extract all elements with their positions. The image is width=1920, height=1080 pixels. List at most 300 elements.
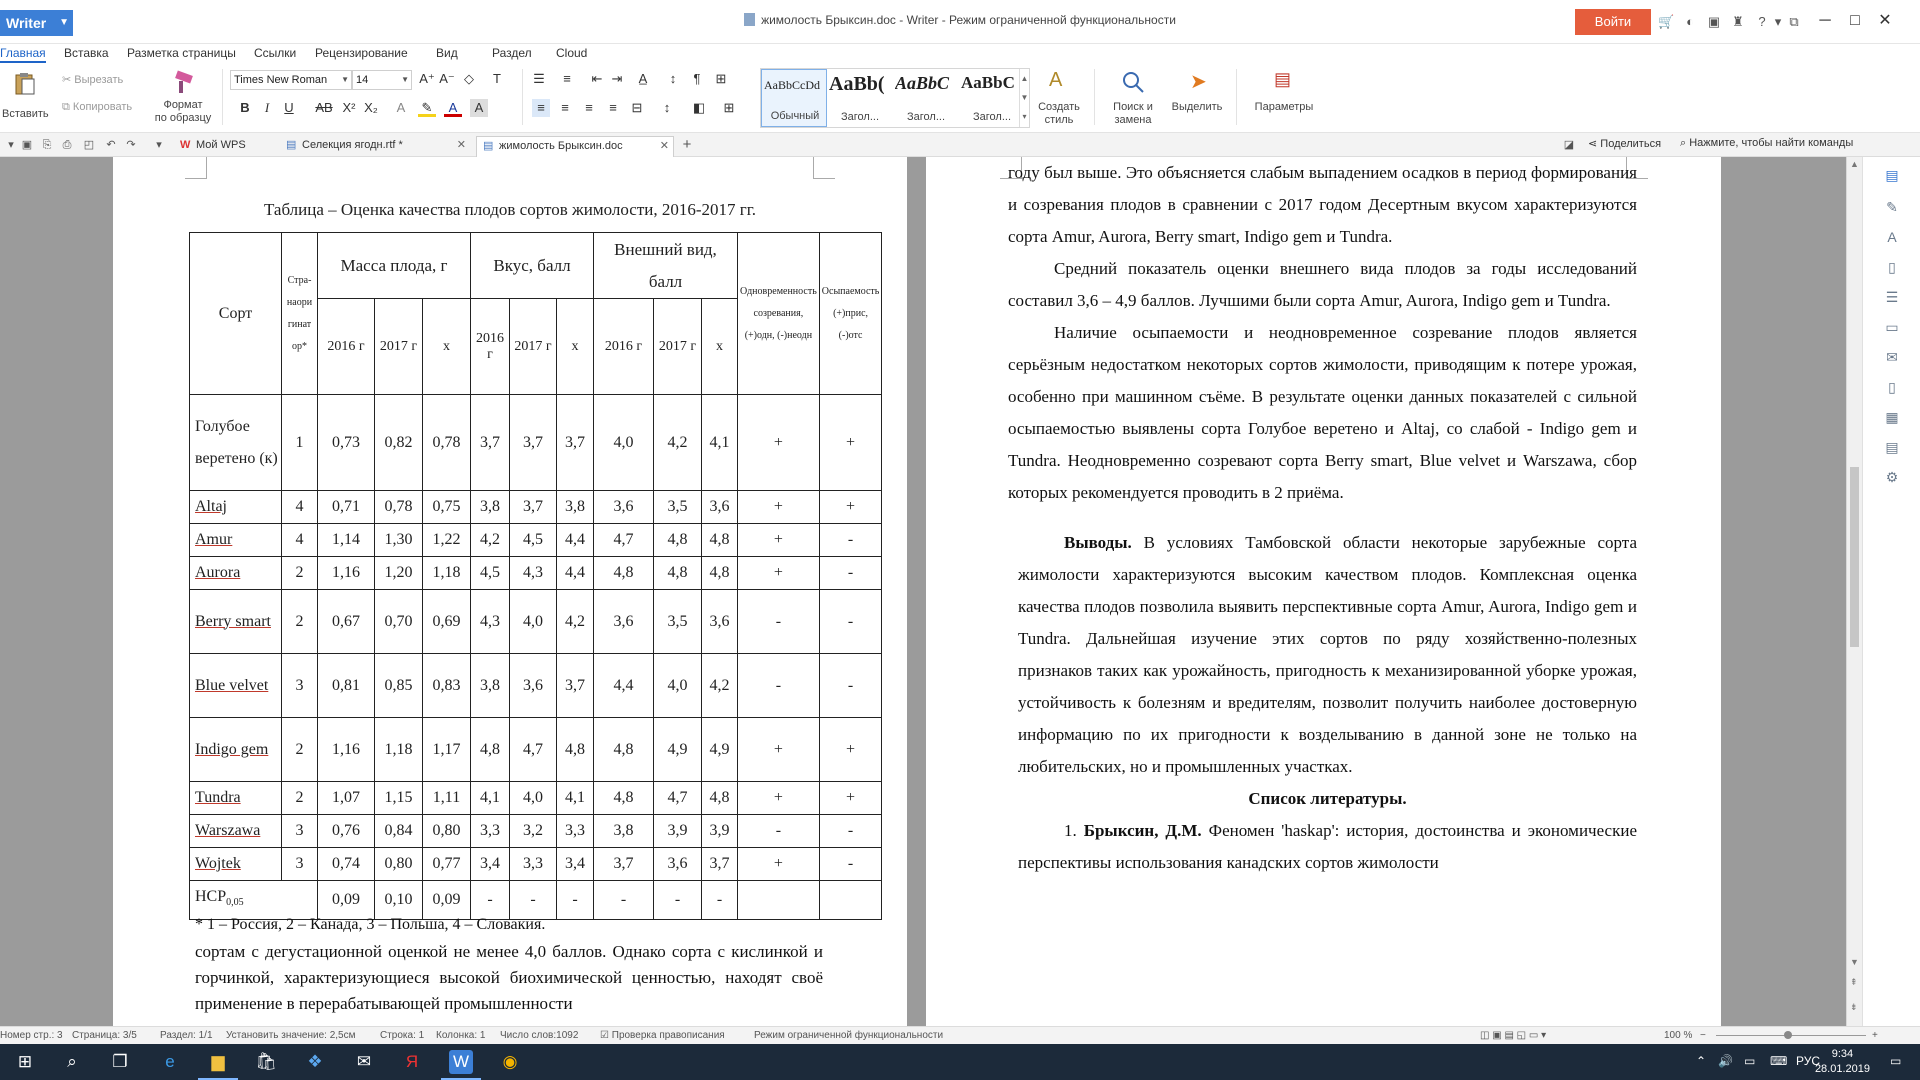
paste-label: Вставить xyxy=(2,108,49,120)
zoom-out-icon[interactable]: − xyxy=(1700,1030,1706,1041)
status-spell-label: Проверка правописания xyxy=(611,1030,725,1041)
variety-name: Голубое веретено (к) xyxy=(190,395,282,491)
prev-page-icon[interactable]: ⇞ xyxy=(1850,977,1858,987)
clock-time: 9:34 xyxy=(1831,1048,1854,1060)
table-row xyxy=(190,654,882,718)
cut-label: Вырезать xyxy=(74,74,124,86)
status-column[interactable]: Колонка: 1 xyxy=(436,1030,486,1041)
right-page-text xyxy=(1008,157,1637,509)
text-effect-icon[interactable]: A xyxy=(396,100,406,115)
dropbox-icon[interactable]: ❖ xyxy=(307,1052,323,1071)
tab-section[interactable]: Раздел xyxy=(492,46,532,60)
header-year: 2017 г xyxy=(510,299,557,395)
table-cell: 4,1 xyxy=(702,395,738,491)
format-painter-label-2: по образцу xyxy=(154,112,212,124)
tab-cloud[interactable]: Cloud xyxy=(556,46,588,60)
style-sample: AaBbCcDd xyxy=(764,78,820,92)
table-cell: 3,6 xyxy=(654,848,702,881)
status-spell[interactable] xyxy=(600,1030,725,1041)
close-icon[interactable]: ✕ xyxy=(456,139,466,151)
command-search-label: Нажмите, чтобы найти команды xyxy=(1689,137,1854,149)
table-row xyxy=(190,524,882,557)
table-cell: 1 xyxy=(282,395,318,491)
table-cell: 0,85 xyxy=(375,654,423,718)
table-cell: 0,70 xyxy=(375,590,423,654)
table-cell: + xyxy=(819,718,882,782)
preview-icon[interactable]: ◰ xyxy=(83,139,95,151)
doc-tab-active[interactable] xyxy=(476,136,674,157)
scroll-up-icon[interactable]: ▲ xyxy=(1850,159,1859,169)
ribbon-tabs xyxy=(0,44,1920,63)
table-cell: 4,4 xyxy=(594,654,654,718)
align-center-button[interactable]: ≡ xyxy=(561,100,569,115)
table-cell: - xyxy=(819,590,882,654)
customize-icon[interactable]: ▾ xyxy=(156,139,162,151)
table-cell: 3 xyxy=(282,848,318,881)
table-cell: 0,69 xyxy=(423,590,471,654)
cart-icon[interactable]: 🛒 xyxy=(1658,14,1675,29)
status-set-value[interactable]: Установить значение: 2,5см xyxy=(226,1030,356,1041)
notifications-icon[interactable]: ▭ xyxy=(1890,1054,1902,1068)
language-indicator[interactable]: РУС xyxy=(1796,1054,1821,1068)
paste-button[interactable] xyxy=(2,67,48,127)
table-cell: - xyxy=(819,848,882,881)
table-cell: 3,9 xyxy=(654,815,702,848)
page-left[interactable] xyxy=(113,157,907,1026)
distribute-button[interactable]: ⊟ xyxy=(631,100,643,115)
style-heading-1[interactable] xyxy=(827,69,893,127)
help-icon[interactable]: ? xyxy=(1758,14,1766,29)
zoom-slider-thumb[interactable] xyxy=(1784,1031,1792,1039)
store-icon[interactable]: 🛍 xyxy=(255,1052,277,1071)
bullets-icon[interactable]: ☰ xyxy=(533,71,545,86)
shading-icon[interactable]: ◧ xyxy=(692,100,706,115)
variety-name: Indigo gem xyxy=(190,718,282,782)
table-cell: 3,8 xyxy=(557,491,594,524)
find-replace-button[interactable] xyxy=(1104,67,1162,129)
table-cell: 3,3 xyxy=(510,848,557,881)
conclusions xyxy=(1018,527,1637,879)
tray-chevron-icon[interactable]: ⌃ xyxy=(1696,1054,1707,1068)
view-mode-icons[interactable]: ◫ ▣ ▤ ◱ ▭ ▾ xyxy=(1480,1030,1547,1041)
page-right[interactable] xyxy=(926,157,1721,1026)
format-painter-label-1: Формат xyxy=(163,99,203,111)
table-cell: 4,8 xyxy=(594,557,654,590)
find-label-2: замена xyxy=(1114,114,1152,126)
table-cell: 4,7 xyxy=(594,524,654,557)
tab-page-layout[interactable]: Разметка страницы xyxy=(127,46,236,60)
table-cell: 3,7 xyxy=(557,395,594,491)
table-cell: 0,82 xyxy=(375,395,423,491)
styles-scroll[interactable]: ▲ ▼ ▾ xyxy=(1019,69,1029,127)
help-dropdown-icon[interactable]: ▾ xyxy=(1774,14,1782,29)
table-cell: - xyxy=(738,654,820,718)
font-size-select[interactable] xyxy=(352,70,412,90)
table-cell: 3,7 xyxy=(510,395,557,491)
tab-view[interactable]: Вид xyxy=(436,46,458,60)
format-painter-button[interactable] xyxy=(150,67,216,129)
table-cell: 3,3 xyxy=(471,815,510,848)
redo-icon[interactable]: ↷ xyxy=(126,139,136,151)
search-icon: ⌕ xyxy=(1680,137,1690,149)
table-cell: 4,9 xyxy=(702,718,738,782)
line-spacing-icon[interactable]: ↕ xyxy=(663,100,671,115)
table-icon[interactable]: ▤ xyxy=(1885,439,1899,455)
table-cell: 0,73 xyxy=(318,395,375,491)
table-cell: 4 xyxy=(282,491,318,524)
table-cell: 4,2 xyxy=(654,395,702,491)
numbering-icon[interactable]: ≡ xyxy=(563,71,571,86)
table-cell: 1,22 xyxy=(423,524,471,557)
table-cell: + xyxy=(738,557,820,590)
table-cell: + xyxy=(819,491,882,524)
tab-insert[interactable]: Вставка xyxy=(64,46,109,60)
table-cell: 3,6 xyxy=(510,654,557,718)
table-cell: 4,4 xyxy=(557,524,594,557)
conclusions-label: Выводы. xyxy=(1064,533,1132,552)
table-cell: 1,11 xyxy=(423,782,471,815)
new-style-icon: A xyxy=(1049,69,1063,91)
header-shedding: Осыпаемость (+)прис, (-)отс xyxy=(819,233,882,395)
keyboard-icon[interactable]: ⌨ xyxy=(1770,1054,1788,1068)
tab-home[interactable]: Главная xyxy=(0,46,46,60)
document-icon: ▤ xyxy=(286,139,297,151)
header-look: Внешний вид, балл xyxy=(594,233,738,299)
header-mean: x xyxy=(702,299,738,395)
variety-name: Berry smart xyxy=(190,590,282,654)
find-label-1: Поиск и xyxy=(1113,101,1153,113)
table-cell: 1,16 xyxy=(318,718,375,782)
paragraph-3: Наличие осыпаемости и неодновременное созревание плодов является серьёзным недостатком некоторых сортов жимолости, приводящим к потере урожая, особенно при машинном съёме. В результате оценки данных показателей с сильной осыпаемостью выявлены сорта Голубое веретено и Altaj, со слабой - Indigo gem и Tundra. Неодновременно созревают сорта Berry smart, Blue velvet и Warszawa, сбор которых рекомендуется проводить в 2 приёма. xyxy=(1008,323,1637,502)
header-year: 2016 г xyxy=(594,299,654,395)
table-cell: + xyxy=(819,395,882,491)
style-name: Обычный xyxy=(770,110,820,122)
table-cell: 0,67 xyxy=(318,590,375,654)
variety-name: Warszawa xyxy=(190,815,282,848)
status-section[interactable]: Раздел: 1/1 xyxy=(160,1030,213,1041)
style-heading-2[interactable] xyxy=(893,69,959,127)
table-row xyxy=(190,590,882,654)
chevron-down-icon[interactable]: ▾ xyxy=(8,139,14,151)
style-sample: AaBbC xyxy=(961,73,1015,92)
login-button[interactable]: Войти xyxy=(1575,9,1651,35)
table-cell: 4,5 xyxy=(471,557,510,590)
table-row xyxy=(190,782,882,815)
font-name-select[interactable] xyxy=(230,70,352,90)
table-cell: 3,7 xyxy=(594,848,654,881)
table-cell: 3,5 xyxy=(654,491,702,524)
subscript-button[interactable]: X₂ xyxy=(364,100,378,115)
table-cell: 0,76 xyxy=(318,815,375,848)
header-mean: x xyxy=(557,299,594,395)
table-cell xyxy=(819,881,882,920)
create-style-label-2: стиль xyxy=(1044,114,1074,126)
skin-icon[interactable]: ◐ xyxy=(1686,14,1694,29)
table-cell: 2 xyxy=(282,782,318,815)
document-icon[interactable]: ▤ xyxy=(1885,167,1899,183)
copy-label: Копировать xyxy=(72,101,133,113)
scissors-icon: ✂ xyxy=(62,74,75,86)
select-button[interactable] xyxy=(1164,67,1230,129)
page-icon[interactable]: ▯ xyxy=(1888,259,1896,275)
style-pen-icon[interactable]: ✎ xyxy=(1886,199,1898,215)
comment-icon[interactable]: ✉ xyxy=(1886,349,1898,365)
phonetic-icon[interactable]: T xyxy=(493,71,501,86)
table-cell: - xyxy=(510,881,557,920)
table-cell: 3,2 xyxy=(510,815,557,848)
text-effect-icon[interactable]: A xyxy=(1887,229,1897,245)
chevron-down-icon: ▼ xyxy=(341,75,349,84)
share-label: Поделиться xyxy=(1600,138,1662,150)
chrome-icon[interactable]: ◉ xyxy=(502,1052,518,1071)
table-cell: - xyxy=(738,815,820,848)
ribbon-separator xyxy=(222,69,223,125)
image-icon[interactable]: ▦ xyxy=(1885,409,1899,425)
style-name: Загол... xyxy=(907,111,945,123)
table-cell: 4,7 xyxy=(510,718,557,782)
chinese-layout-icon[interactable]: A̲ xyxy=(638,71,648,86)
table-cell: 3,8 xyxy=(594,815,654,848)
zoom-in-icon[interactable]: + xyxy=(1872,1030,1878,1041)
maximize-button[interactable]: □ xyxy=(1850,12,1860,29)
table-cell: 4,0 xyxy=(654,654,702,718)
table-cell: 4,0 xyxy=(510,782,557,815)
table-cell: + xyxy=(738,782,820,815)
layout-icon[interactable]: ◪ xyxy=(1563,139,1575,151)
clock-date: 28.01.2019 xyxy=(1814,1063,1870,1075)
body-paragraph: сортам с дегустационной оценкой не менее 4,0 баллов. Однако сорта с кислинкой и горчинкой, характеризующиеся высокой биохимической ценностью, находят своё применение в перерабатывающей промышленности xyxy=(195,942,823,1013)
table-cell: + xyxy=(738,395,820,491)
table-cell: 3,6 xyxy=(702,491,738,524)
style-name: Загол... xyxy=(841,111,879,123)
status-page-number[interactable]: Номер стр.: 3 xyxy=(0,1030,63,1041)
status-word-count[interactable]: Число слов:1092 xyxy=(500,1030,579,1041)
table-cell: 4 xyxy=(282,524,318,557)
header-simultaneous: Одновременность созревания, (+)одн, (-)неодн xyxy=(738,233,820,395)
table-cell: 4,8 xyxy=(654,557,702,590)
table-row xyxy=(190,557,882,590)
italic-button[interactable]: I xyxy=(264,100,270,115)
table-cell: 4,9 xyxy=(654,718,702,782)
ribbon xyxy=(0,63,1920,133)
table-cell: 0,81 xyxy=(318,654,375,718)
gift-icon[interactable]: ▣ xyxy=(1707,14,1721,29)
table-cell: 1,17 xyxy=(423,718,471,782)
style-sample: AaBb( xyxy=(829,73,885,95)
scroll-down-icon[interactable]: ▼ xyxy=(1850,957,1859,967)
search-icon[interactable]: ⌕ xyxy=(67,1052,77,1071)
hcp-name: НСР xyxy=(195,888,227,905)
table-cell: 4,8 xyxy=(471,718,510,782)
table-cell: 4,2 xyxy=(557,590,594,654)
align-justify-button[interactable]: ≡ xyxy=(609,100,617,115)
strikethrough-button[interactable]: AB xyxy=(315,100,333,115)
table-cell: 3,6 xyxy=(594,590,654,654)
header-year: 2017 г xyxy=(375,299,423,395)
borders-icon[interactable]: ⊞ xyxy=(723,100,735,115)
backup-icon[interactable]: ▯ xyxy=(1888,379,1896,395)
table-cell: 0,84 xyxy=(375,815,423,848)
char-shading-icon[interactable]: A xyxy=(470,99,488,117)
table-cell: 0,71 xyxy=(318,491,375,524)
next-page-icon[interactable]: ⇟ xyxy=(1850,1002,1858,1012)
table-cell: 3,4 xyxy=(471,848,510,881)
table-cell: - xyxy=(819,524,882,557)
command-search[interactable] xyxy=(1680,137,1853,150)
align-left-button[interactable]: ≡ xyxy=(532,99,550,117)
print-icon[interactable]: ⎙ xyxy=(62,139,72,151)
volume-icon[interactable]: 🔊 xyxy=(1718,1054,1733,1068)
table-cell: 3,6 xyxy=(702,590,738,654)
decrease-indent-icon[interactable]: ⇤ xyxy=(591,71,603,86)
quality-table xyxy=(189,232,882,920)
table-cell: 2 xyxy=(282,718,318,782)
table-cell: 3,7 xyxy=(557,654,594,718)
shirt-icon[interactable]: ♜ xyxy=(1732,14,1744,29)
grow-font-icon[interactable]: A⁺ xyxy=(419,71,435,86)
status-page[interactable]: Страница: 3/5 xyxy=(72,1030,137,1041)
chevron-down-icon: ▼ xyxy=(59,17,69,28)
undo-icon[interactable]: ↶ xyxy=(106,139,116,151)
create-style-label-1: Создать xyxy=(1038,101,1080,113)
params-label: Параметры xyxy=(1254,101,1314,113)
table-cell: 2 xyxy=(282,590,318,654)
table-cell: 4,4 xyxy=(557,557,594,590)
bold-button[interactable]: B xyxy=(240,100,250,115)
export-icon[interactable]: ⎘ xyxy=(42,139,52,151)
doc-tab-selection[interactable] xyxy=(280,136,470,157)
create-style-button[interactable] xyxy=(1034,67,1084,129)
doc-tab-label: жимолость Брыксин.doc xyxy=(499,140,623,152)
status-line[interactable]: Строка: 1 xyxy=(380,1030,425,1041)
vertical-scrollbar[interactable] xyxy=(1846,157,1862,1026)
mail-icon[interactable]: ✉ xyxy=(356,1052,372,1071)
bookmark-icon[interactable]: ▭ xyxy=(1885,319,1899,335)
window-title-text: жимолость Брыксин.doc - Writer - Режим ограниченной функциональности xyxy=(761,13,1176,27)
variety-name: Amur xyxy=(190,524,282,557)
sort-icon[interactable]: ↕ xyxy=(669,71,677,86)
table-cell: - xyxy=(819,815,882,848)
header-country: Стра-наори гинат ор* xyxy=(282,233,318,395)
clock[interactable] xyxy=(1815,1047,1870,1077)
tab-references[interactable]: Ссылки xyxy=(254,46,297,60)
table-cell: 4,8 xyxy=(702,524,738,557)
table-cell: 4,0 xyxy=(510,590,557,654)
doc-tab-my-wps[interactable] xyxy=(174,136,276,157)
table-cell: 0,78 xyxy=(423,395,471,491)
font-name-value: Times New Roman xyxy=(234,74,328,86)
close-icon[interactable]: ✕ xyxy=(659,140,669,152)
share-button[interactable] xyxy=(1588,137,1661,150)
file-explorer-icon[interactable]: ▆ xyxy=(206,1050,230,1074)
table-row xyxy=(190,848,882,881)
copy-button[interactable] xyxy=(62,101,132,114)
windows-start-icon[interactable]: ⊞ xyxy=(17,1052,33,1071)
wps-writer-icon[interactable]: W xyxy=(449,1050,473,1074)
table-cell: 3,7 xyxy=(510,491,557,524)
table-cell: 1,18 xyxy=(375,718,423,782)
table-cell: 4,3 xyxy=(471,590,510,654)
close-button[interactable]: ✕ xyxy=(1878,12,1892,29)
network-icon[interactable]: ▭ xyxy=(1744,1054,1756,1068)
doc-tab-label: Селекция ягодн.rtf * xyxy=(302,139,403,151)
table-cell: 3,9 xyxy=(702,815,738,848)
float-window-icon[interactable]: ⧉ xyxy=(1789,14,1799,29)
table-cell: 1,15 xyxy=(375,782,423,815)
header-taste: Вкус, балл xyxy=(471,233,594,299)
status-bar xyxy=(0,1026,1920,1044)
yandex-icon[interactable]: Я xyxy=(405,1052,419,1071)
table-cell: 0,78 xyxy=(375,491,423,524)
zoom-level[interactable]: 100 % xyxy=(1664,1030,1693,1041)
minimize-button[interactable]: ─ xyxy=(1819,12,1831,29)
table-cell: 4,5 xyxy=(510,524,557,557)
highlight-icon[interactable]: ✎ xyxy=(418,99,436,117)
reference-number: 1. xyxy=(1064,821,1077,840)
table-cell: + xyxy=(738,491,820,524)
table-cell: 3 xyxy=(282,815,318,848)
scroll-thumb[interactable] xyxy=(1850,467,1859,647)
paragraph-1: году был выше. Это объясняется слабым выпадением осадков в период формирования и созревания плодов в сравнении с 2017 годом Десертным вкусом характеризуются сорта Amur, Aurora, Berry smart, Indigo gem и Tundra. xyxy=(1008,163,1637,246)
header-year: 2016 г xyxy=(318,299,375,395)
table-cell: - xyxy=(594,881,654,920)
align-right-button[interactable]: ≡ xyxy=(585,100,593,115)
variety-name: Altaj xyxy=(190,491,282,524)
table-cell: 4,1 xyxy=(471,782,510,815)
save-icon[interactable]: ▣ xyxy=(21,139,33,151)
style-heading-3[interactable] xyxy=(959,69,1025,127)
checkbox-icon: ☑ xyxy=(600,1030,612,1041)
table-grid-icon[interactable]: ⊞ xyxy=(715,71,727,86)
params-button[interactable] xyxy=(1244,67,1324,129)
task-view-icon[interactable]: ❐ xyxy=(112,1052,128,1071)
table-cell: + xyxy=(738,848,820,881)
table-cell: - xyxy=(819,557,882,590)
conclusions-text: В условиях Тамбовской области некоторые зарубежные сорта жимолости характеризуются высоким качеством плодов. Комплексная оценка качества плодов позволила выявить перспективные сорта Amur, Aurora, Indigo gem и Tundra. Дальнейшая изучение этих сортов по ряду хозяйственно-полезных признаков таких как урожайность, пригодность к механизированной уборке урожая, устойчивость к болезням и вредителям, позволит получить наиболее достоверную информацию по их пригодности к возделыванию в данной зоне не только на любительских, но и промышленных участках. xyxy=(1018,533,1637,776)
show-marks-icon[interactable]: ¶ xyxy=(693,71,701,86)
right-sidebar xyxy=(1862,157,1920,1026)
edge-icon[interactable]: e xyxy=(165,1052,175,1071)
variety-name: Aurora xyxy=(190,557,282,590)
style-normal[interactable] xyxy=(761,69,827,127)
shrink-font-icon[interactable]: A⁻ xyxy=(439,71,455,86)
cut-button[interactable] xyxy=(62,73,123,86)
clear-format-icon[interactable]: ◇ xyxy=(464,71,474,86)
superscript-button[interactable]: X² xyxy=(342,100,356,115)
table-cell: 4,8 xyxy=(654,524,702,557)
outline-icon[interactable]: ☰ xyxy=(1885,289,1899,305)
increase-indent-icon[interactable]: ⇥ xyxy=(611,71,623,86)
ribbon-separator xyxy=(522,69,523,125)
new-tab-icon[interactable]: + xyxy=(682,136,692,153)
table-cell: 4,2 xyxy=(702,654,738,718)
table-cell: 3,6 xyxy=(594,491,654,524)
underline-button[interactable]: U xyxy=(284,100,294,115)
table-cell: 4,2 xyxy=(471,524,510,557)
variety-name: Wojtek xyxy=(190,848,282,881)
font-color-icon[interactable]: A xyxy=(444,99,462,117)
table-cell: 3,5 xyxy=(654,590,702,654)
table-cell: 4,8 xyxy=(702,557,738,590)
select-label: Выделить xyxy=(1171,101,1223,113)
font-size-value: 14 xyxy=(356,74,369,86)
variety-name: Blue velvet xyxy=(190,654,282,718)
gear-icon[interactable]: ⚙ xyxy=(1885,469,1899,485)
table-cell: - xyxy=(819,654,882,718)
taskbar xyxy=(0,1044,1920,1080)
tab-review[interactable]: Рецензирование xyxy=(315,46,408,60)
table-cell: 0,75 xyxy=(423,491,471,524)
